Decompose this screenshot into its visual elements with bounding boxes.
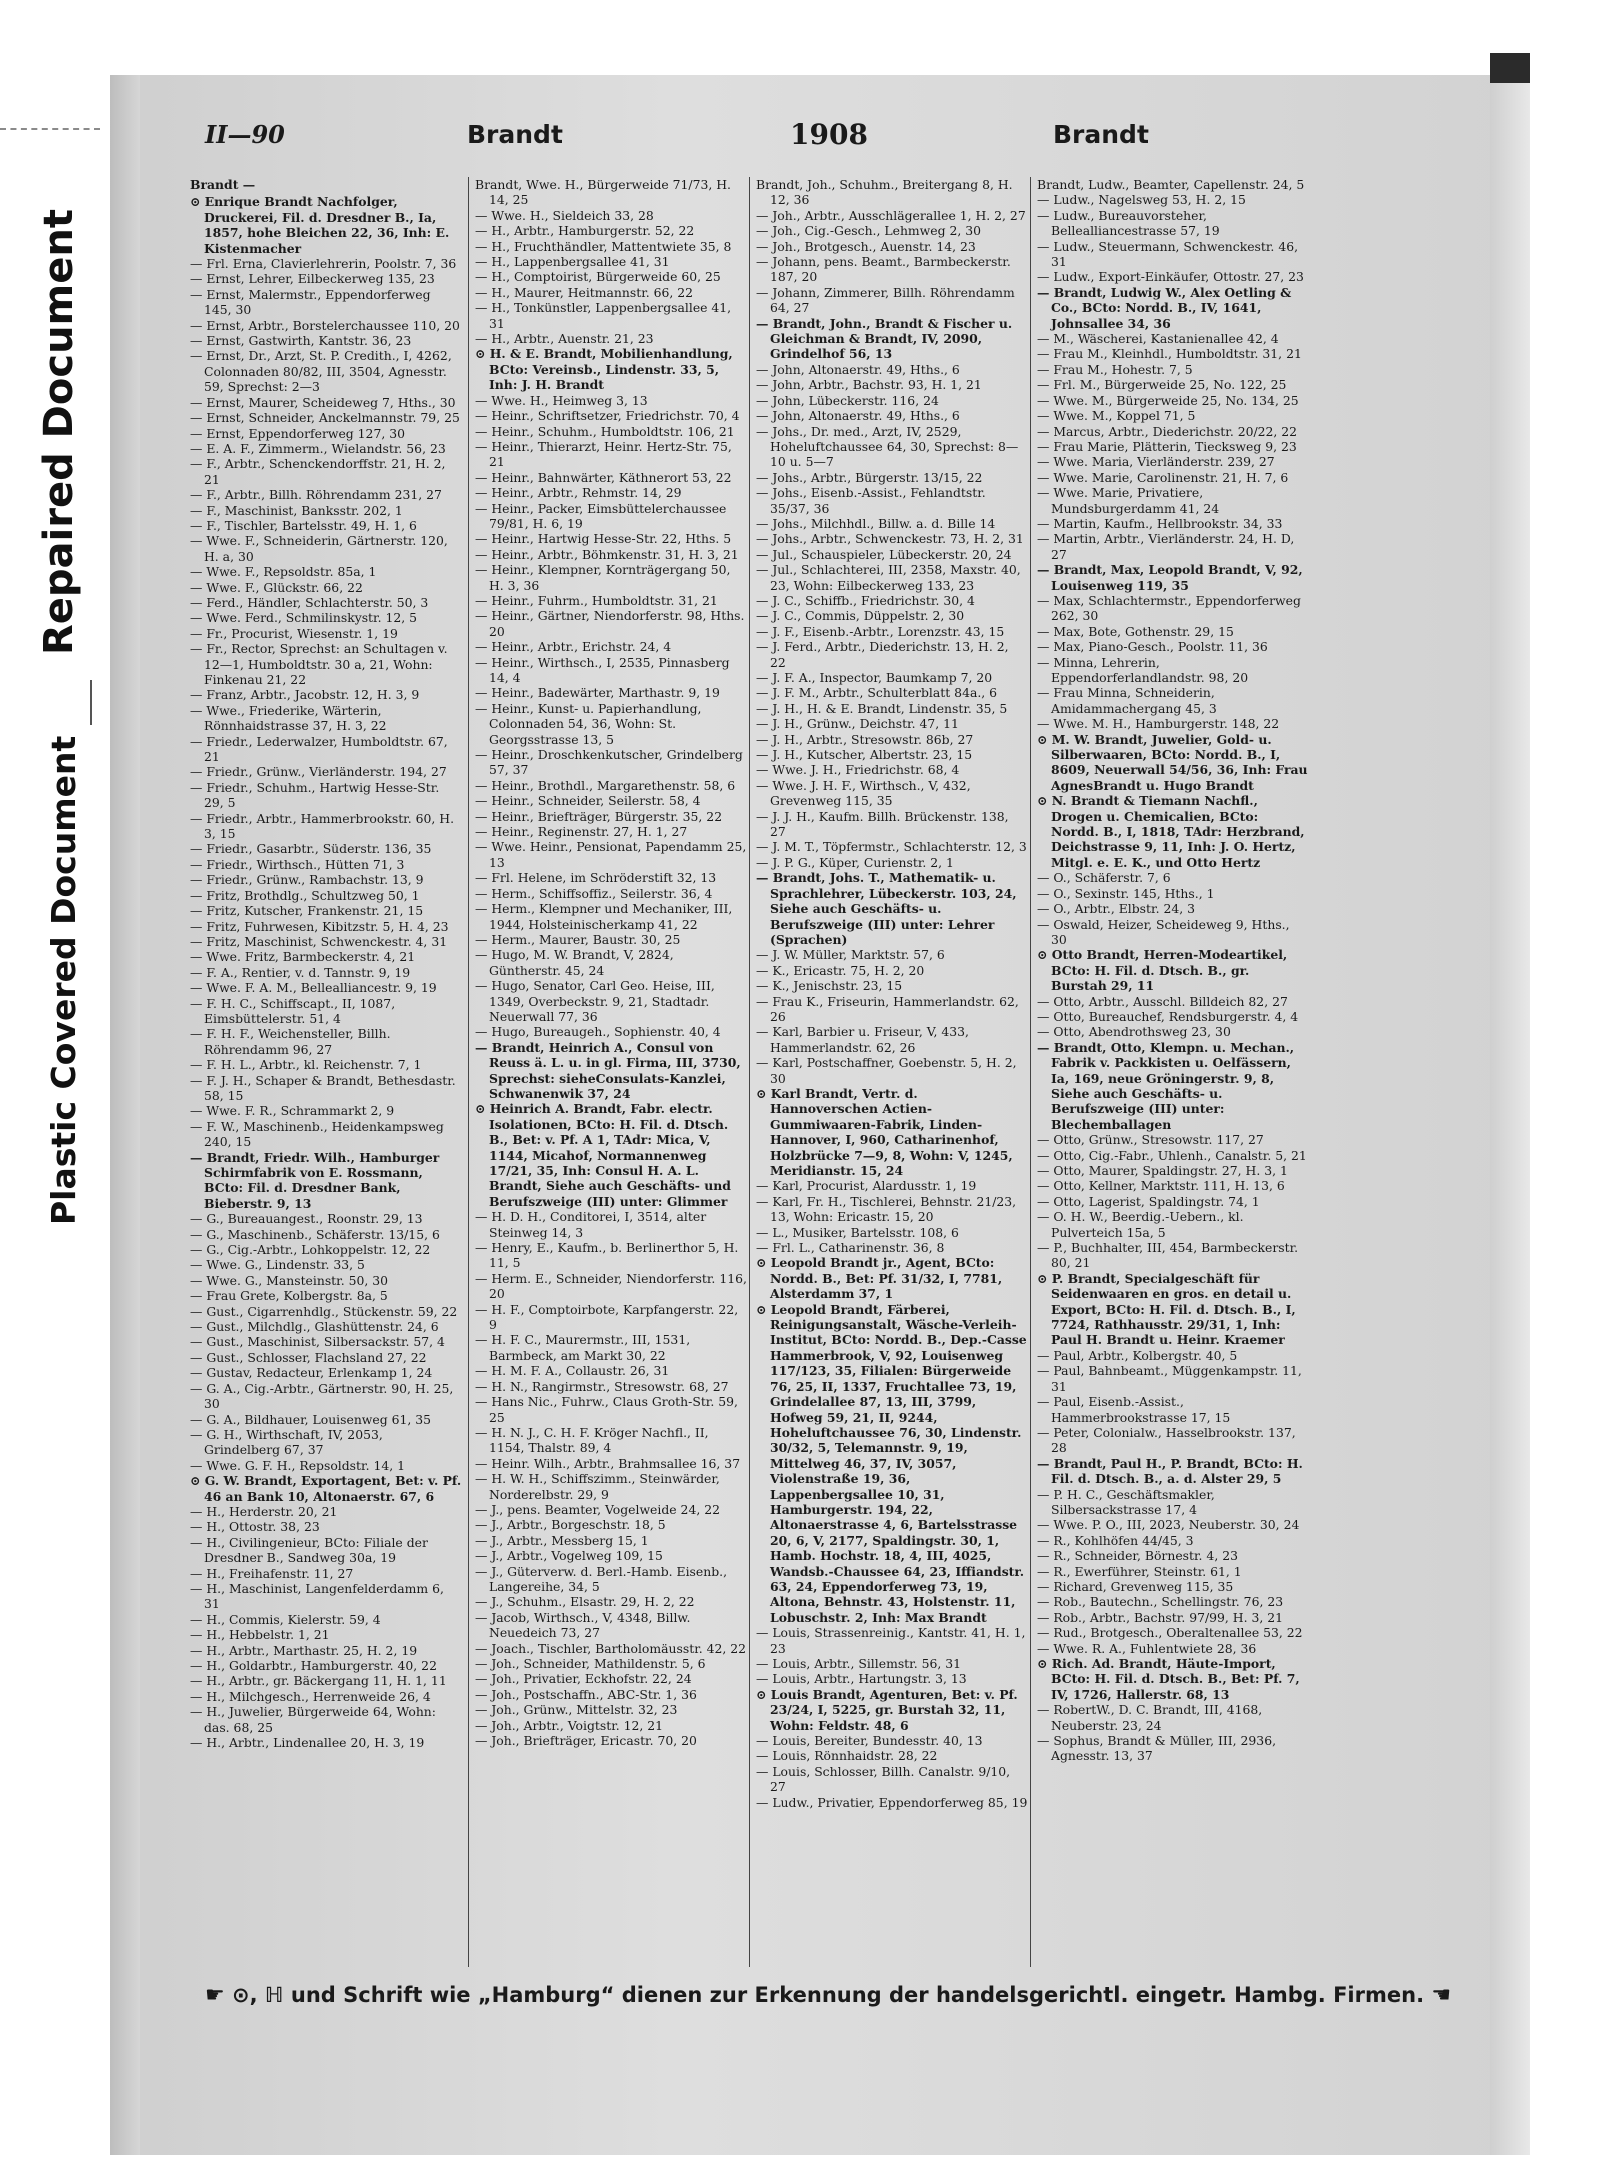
directory-entry: — Joh., Grünw., Mittelstr. 32, 23 xyxy=(475,1702,678,1718)
directory-entry: — Wwe. P. O., III, 2023, Neuberstr. 30, 24 xyxy=(1037,1517,1300,1533)
label-divider xyxy=(90,680,92,725)
directory-entry: — Herm., Schiffsoffiz., Seilerstr. 36, 4 xyxy=(475,885,713,901)
directory-entry: — G. H., Wirthschaft, IV, 2053, Grindelberg 67, 37 xyxy=(190,1426,383,1458)
directory-entry: — F. H. F., Weichensteller, Billh. Röhrendamm 96, 27 xyxy=(190,1026,391,1057)
directory-entry: — Jul., Schlachterei, III, 2358, Maxstr. 40, 23, Wohn: Eilbeckerweg 133, 23 xyxy=(756,562,1021,593)
directory-entry: — E. A. F., Zimmerm., Wielandstr. 56, 23 xyxy=(190,440,446,456)
directory-entry: — H. M. F. A., Collaustr. 26, 31 xyxy=(475,1363,670,1379)
directory-entry: — Louis, Schlosser, Billh. Canalstr. 9/10, 27 xyxy=(756,1763,1011,1795)
directory-entry: ⊙ Louis Brandt, Agenturen, Bet: v. Pf. 23/24, I, 5225, gr. Burstah 32, 11, Wohn: Feldstr. 48, 6 xyxy=(756,1686,1018,1733)
directory-entry: — Joh., Arbtr., Voigtstr. 12, 21 xyxy=(475,1717,664,1733)
directory-entry: — Frau Minna, Schneiderin, Amidammachergang 45, 3 xyxy=(1037,685,1217,716)
directory-entry: ⊙ Leopold Brandt jr., Agent, BCto: Nordd. B., Bet: Pf. 31/32, I, 7781, Alsterdamm 37, 1 xyxy=(756,1255,1003,1302)
directory-entry: — Johs., Dr. med., Arzt, IV, 2529, Hoheluftchaussee 64, 30, Sprechst: 8—10 u. 5—7 xyxy=(756,423,1019,470)
directory-entry: — Wwe. J. H., Friedrichstr. 68, 4 xyxy=(756,762,960,778)
directory-entry: — Marcus, Arbtr., Diederichstr. 20/22, 22 xyxy=(1037,423,1298,439)
directory-entry: — Gust., Milchdlg., Glashüttenstr. 24, 6 xyxy=(190,1319,439,1335)
directory-entry: — Frau Grete, Kolbergstr. 8a, 5 xyxy=(190,1288,388,1304)
directory-entry: — L., Musiker, Bartelsstr. 108, 6 xyxy=(756,1224,959,1240)
directory-entry: — H., Hebbelstr. 1, 21 xyxy=(190,1627,330,1643)
directory-entry: — Johann, pens. Beamt., Barmbeckerstr. 187, 20 xyxy=(756,254,1011,285)
directory-entry: — H., Freihafenstr. 11, 27 xyxy=(190,1565,354,1581)
directory-entry: — Heinr., Thierarzt, Heinr. Hertz-Str. 75, 21 xyxy=(475,438,732,470)
directory-entry: — Frl. Helene, im Schröderstift 32, 13 xyxy=(475,870,717,886)
directory-entry: — H., Maschinist, Langenfelderdamm 6, 31 xyxy=(190,1580,444,1612)
directory-entry: — Heinr., Briefträger, Bürgerstr. 35, 22 xyxy=(475,808,723,824)
directory-entry: — Heinr., Droschkenkutscher, Grindelberg 57, 37 xyxy=(475,747,743,778)
directory-entry: — F., Arbtr., Schenckendorffstr. 21, H. 2, 21 xyxy=(190,456,446,487)
directory-entry: — Herm. E., Schneider, Niendorferstr. 116, 20 xyxy=(475,1270,747,1302)
directory-entry: — G., Cig.-Arbtr., Lohkoppelstr. 12, 22 xyxy=(190,1242,431,1258)
directory-entry: — Wwe. F., Schneiderin, Gärtnerstr. 120, H. a, 30 xyxy=(190,533,448,564)
directory-entry: — J., Arbtr., Vogelweg 109, 15 xyxy=(475,1548,663,1564)
directory-entry: — H., Tonkünstler, Lappenbergsallee 41, 31 xyxy=(475,300,732,331)
directory-entry: — Fritz, Maschinist, Schwenckestr. 4, 31 xyxy=(190,933,448,949)
column-header: Brandt — xyxy=(190,177,256,192)
directory-entry: — Ernst, Dr., Arzt, St. P. Credith., I, 4262, Colonnaden 80/82, III, 3504, Agnesstr. 59, Sprechst: 2—3 xyxy=(190,348,452,395)
directory-entry: — Joach., Tischler, Bartholomäusstr. 42, 22 xyxy=(475,1640,747,1656)
directory-entry: — Heinr., Klempner, Kornträgergang 50, H. 3, 36 xyxy=(475,562,731,593)
directory-entry: — H., Ottostr. 38, 23 xyxy=(190,1519,320,1535)
directory-entry: — J. Ferd., Arbtr., Diederichstr. 13, H. 2, 22 xyxy=(756,639,1009,670)
directory-entry: — J. H., Grünw., Deichstr. 47, 11 xyxy=(756,716,959,732)
directory-entry: — Otto, Bureauchef, Rendsburgerstr. 4, 4 xyxy=(1037,1008,1299,1024)
directory-entry: — J. W. Müller, Marktstr. 57, 6 xyxy=(756,947,945,963)
directory-entry: — Heinr., Brothdl., Margarethenstr. 58, 6 xyxy=(475,777,736,793)
directory-entry: — F., Tischler, Bartelsstr. 49, H. 1, 6 xyxy=(190,517,417,533)
directory-entry: — R., Schneider, Börnestr. 4, 23 xyxy=(1037,1548,1238,1564)
directory-entry: — Joh., Privatier, Eckhofstr. 22, 24 xyxy=(475,1671,692,1687)
running-head-year: 1908 xyxy=(790,118,868,151)
directory-entry: — Otto, Lagerist, Spaldingstr. 74, 1 xyxy=(1037,1193,1260,1209)
plastic-covered-document-label: Plastic Covered Document xyxy=(44,735,83,1225)
directory-column-3 xyxy=(756,177,1028,1967)
directory-entry: — Heinr., Arbtr., Rehmstr. 14, 29 xyxy=(475,485,682,501)
directory-entry: — G. A., Cig.-Arbtr., Gärtnerstr. 90, H. 25, 30 xyxy=(190,1380,454,1412)
directory-entry: — Ernst, Gastwirth, Kantstr. 36, 23 xyxy=(190,333,412,349)
directory-entry: — Heinr. Wilh., Arbtr., Brahmsallee 16, 37 xyxy=(475,1455,741,1471)
directory-entry: — K., Jenischstr. 23, 15 xyxy=(756,978,903,994)
directory-entry: — K., Ericastr. 75, H. 2, 20 xyxy=(756,962,925,978)
directory-entry: — Johs., Arbtr., Bürgerstr. 13/15, 22 xyxy=(756,469,983,485)
directory-entry: — Minna, Lehrerin, Eppendorferlandlandstr. 98, 20 xyxy=(1037,654,1249,685)
directory-entry: — Otto, Maurer, Spaldingstr. 27, H. 3, 1 xyxy=(1037,1163,1288,1178)
page-tab xyxy=(1490,53,1530,83)
directory-entry: — Fritz, Brothdlg., Schultzweg 50, 1 xyxy=(190,887,420,903)
directory-entry: — Louis, Rönnhaidstr. 28, 22 xyxy=(756,1748,938,1764)
directory-entry: — H. D. H., Conditorei, I, 3514, alter Steinweg 14, 3 xyxy=(475,1209,707,1240)
directory-entry: — P., Buchhalter, III, 454, Barmbeckerstr. 80, 21 xyxy=(1037,1240,1299,1271)
directory-entry: — Wwe. F., Repsoldstr. 85a, 1 xyxy=(190,564,377,580)
directory-entry: — Brandt, Heinrich A., Consul von Reuss ä. L. u. in gl. Firma, III, 3730, Sprechst: sieheConsulats-Kanzlei, Schwanenwik 37, 24 xyxy=(475,1039,741,1101)
directory-entry: — Fr., Rector, Sprechst: an Schultagen v. 12—1, Humboldtstr. 30 a, 21, Wohn: Finkenau 21, 22 xyxy=(190,641,448,687)
directory-entry: — P. H. C., Geschäftsmakler, Silbersackstrasse 17, 4 xyxy=(1037,1486,1215,1517)
directory-entry: — Wwe. G. F. H., Repsoldstr. 14, 1 xyxy=(190,1457,405,1473)
directory-entry: — Wwe. F. R., Schrammarkt 2, 9 xyxy=(190,1103,395,1119)
directory-entry: — Max, Piano-Gesch., Poolstr. 11, 36 xyxy=(1037,639,1268,655)
directory-entry: — R., Ewerführer, Steinstr. 61, 1 xyxy=(1037,1563,1242,1579)
directory-entry: — J., Arbtr., Messberg 15, 1 xyxy=(475,1532,649,1548)
directory-entry: — Joh., Briefträger, Ericastr. 70, 20 xyxy=(475,1733,697,1749)
directory-entry: — Johs., Eisenb.-Assist., Fehlandtstr. 35/37, 36 xyxy=(756,485,986,516)
directory-entry: — Heinr., Bahnwärter, Käthnerort 53, 22 xyxy=(475,469,732,485)
directory-columns xyxy=(190,177,1308,1967)
directory-entry: Brandt, Wwe. H., Bürgerweide 71/73, H. 14, 25 xyxy=(475,177,731,208)
directory-entry: — Ernst, Lehrer, Eilbeckerweg 135, 23 xyxy=(190,271,435,287)
directory-entry: — O., Sexinstr. 145, Hths., 1 xyxy=(1037,885,1215,901)
directory-entry: — Louis, Bereiter, Bundesstr. 40, 13 xyxy=(756,1733,983,1749)
directory-entry: — Hans Nic., Fuhrw., Claus Groth-Str. 59, 25 xyxy=(475,1394,738,1425)
directory-entry: — John, Altonaerstr. 49, Hths., 6 xyxy=(756,408,960,424)
directory-entry: — J. M. T., Töpfermstr., Schlachterstr. 12, 3 xyxy=(756,839,1027,855)
directory-entry: — Joh., Brotgesch., Auenstr. 14, 23 xyxy=(756,238,976,254)
directory-entry: — Otto, Kellner, Marktstr. 111, H. 13, 6 xyxy=(1037,1178,1285,1194)
directory-page xyxy=(110,75,1530,2155)
directory-entry: — Frau Marie, Plätterin, Tiecksweg 9, 23 xyxy=(1037,438,1297,454)
directory-entry: — Wwe., Friederike, Wärterin, Rönnhaidstrasse 37, H. 3, 22 xyxy=(190,702,387,734)
directory-entry: ⊙ Leopold Brandt, Färberei, Reinigungsanstalt, Wäsche-Verleih-Institut, BCto: Nordd. B., Dep.-Casse Hammerbrook, V, 92, Louisenweg 117/123, 35, Filialen: Bürgerweide 76, 25, II, 1337, Fruchtallee 73, 19, Grindelallee 87, 13, III, 3799, Hofweg 59, 21, II, 9244, Hoheluftchaussee 76, 30, Lindenstr. 30/32, 5, Telemannstr. 9, 19, Mittelweg 46, 37, IV, 3057, Violenstraße 19, 36, Lappenbergsallee 10, 31, Hamburgerstr. 194, 22, Altonaerstrasse 4, 6, Bartelsstrasse 20, 6, V, 2177, Spaldingstr. 30, 1, Hamb. Hochstr. 18, 4, III, 4025, Wandsb.-Chaussee 64, 23, Iffiandstr. 63, 24, Eppendorferweg 73, 19, Altona, Behnstr. 43, Holstenstr. 11, Lobuschstr. 2, Inh: Max Brandt xyxy=(756,1301,1027,1625)
directory-entry: ⊙ Heinrich A. Brandt, Fabr. electr. Isolationen, BCto: H. Fil. d. Dtsch. B., Bet: v. Pf. A 1, TAdr: Mica, V, 1144, Micahof, Normannenweg 17/21, 35, Inh: Consul H. A. L. Brandt, Siehe auch Geschäfts- und Berufszweige (III) unter: Glimmer xyxy=(475,1101,731,1209)
directory-entry: — Heinr., Arbtr., Erichstr. 24, 4 xyxy=(475,639,672,655)
directory-entry: — H., Milchgesch., Herrenweide 26, 4 xyxy=(190,1688,431,1704)
directory-entry: — Paul, Arbtr., Kolbergstr. 40, 5 xyxy=(1037,1347,1238,1363)
directory-entry: — Frl. L., Catharinenstr. 36, 8 xyxy=(756,1240,945,1256)
directory-entry: — G. A., Bildhauer, Louisenweg 61, 35 xyxy=(190,1411,432,1427)
directory-entry: — Otto, Cig.-Fabr., Uhlenh., Canalstr. 5, 21 xyxy=(1037,1147,1307,1163)
directory-entry: — J. C., Schiffb., Friedrichstr. 30, 4 xyxy=(756,592,975,608)
directory-entry: ⊙ Rich. Ad. Brandt, Häute-Import, BCto: H. Fil. d. Dtsch. B., Bet: Pf. 7, IV, 1726, Hallerstr. 68, 13 xyxy=(1037,1656,1300,1702)
directory-entry: — John, Lübeckerstr. 116, 24 xyxy=(756,392,939,408)
directory-entry: — Wwe. M., Koppel 71, 5 xyxy=(1037,408,1196,424)
directory-entry: — F., Maschinist, Banksstr. 202, 1 xyxy=(190,502,403,518)
directory-entry: — F. W., Maschinenb., Heidenkampsweg 240, 15 xyxy=(190,1118,444,1150)
directory-entry: — H., Arbtr., Marthastr. 25, H. 2, 19 xyxy=(190,1642,418,1658)
directory-entry: — Ernst, Arbtr., Borstelerchaussee 110, 20 xyxy=(190,317,460,333)
directory-column-2 xyxy=(475,177,747,1967)
directory-entry: — Louis, Strassenreinig., Kantstr. 41, H. 1, 23 xyxy=(756,1625,1026,1656)
directory-entry: — Jul., Schauspieler, Lübeckerstr. 20, 24 xyxy=(756,546,1012,562)
directory-entry: — H. F., Comptoirbote, Karpfangerstr. 22, 9 xyxy=(475,1301,739,1333)
directory-entry: — Otto, Grünw., Stresowstr. 117, 27 xyxy=(1037,1132,1264,1148)
directory-entry: — Friedr., Grünw., Vierländerstr. 194, 27 xyxy=(190,764,447,780)
directory-entry: — Heinr., Schuhm., Humboldtstr. 106, 21 xyxy=(475,423,735,439)
directory-entry: — H., Comptoirist, Bürgerweide 60, 25 xyxy=(475,269,721,285)
directory-entry: — Louis, Arbtr., Sillemstr. 56, 31 xyxy=(756,1656,962,1671)
directory-entry: — Louis, Arbtr., Hartungstr. 3, 13 xyxy=(756,1671,967,1687)
directory-entry: — H., Arbtr., Lindenallee 20, H. 3, 19 xyxy=(190,1735,425,1751)
directory-entry: — Rob., Bautechn., Schellingstr. 76, 23 xyxy=(1037,1594,1284,1610)
directory-entry: ⊙ Karl Brandt, Vertr. d. Hannoverschen Actien-Gummiwaaren-Fabrik, Linden-Hannover, I, 960, Catharinenhof, Holzbrücke 7—9, 8, Wohn: V, 1245, Meridianstr. 15, 24 xyxy=(756,1085,1013,1178)
directory-entry: — Brandt, John., Brandt & Fischer u. Gleichman & Brandt, IV, 2090, Grindelhof 56, 13 xyxy=(756,315,1013,362)
directory-entry: — Wwe. H., Sieldeich 33, 28 xyxy=(475,207,654,223)
directory-entry: Brandt, Joh., Schuhm., Breitergang 8, H. 12, 36 xyxy=(756,177,1013,208)
directory-entry: — F. A., Rentier, v. d. Tannstr. 9, 19 xyxy=(190,964,411,980)
directory-entry: — RobertW., D. C. Brandt, III, 4168, Neuberstr. 23, 24 xyxy=(1037,1702,1263,1733)
directory-entry: — Peter, Colonialw., Hasselbrookstr. 137, 28 xyxy=(1037,1424,1296,1456)
directory-entry: — G., Bureauangest., Roonstr. 29, 13 xyxy=(190,1211,423,1227)
directory-entry: — Heinr., Packer, Eimsbüttelerchaussee 79/81, H. 6, 19 xyxy=(475,500,727,531)
directory-entry: — Paul, Bahnbeamt., Müggenkampstr. 11, 31 xyxy=(1037,1363,1302,1394)
directory-entry: — Brandt, Friedr. Wilh., Hamburger Schirmfabrik von E. Rossmann, BCto: Fil. d. Dresdner Bank, Bieberstr. 9, 13 xyxy=(190,1149,440,1211)
directory-entry: — Wwe. F., Glückstr. 66, 22 xyxy=(190,579,363,595)
directory-entry: — H., Civilingenieur, BCto: Filiale der Dresdner B., Sandweg 30a, 19 xyxy=(190,1534,428,1566)
directory-entry: — J. H., Kutscher, Albertstr. 23, 15 xyxy=(756,747,973,763)
directory-entry: Brandt, Ludw., Beamter, Capellenstr. 24, 5 xyxy=(1037,177,1305,192)
directory-entry: — H. F. C., Maurermstr., III, 1531, Barmbeck, am Markt 30, 22 xyxy=(475,1332,691,1363)
directory-entry: — Joh., Cig.-Gesch., Lehmweg 2, 30 xyxy=(756,223,982,239)
directory-entry: — Gust., Maschinist, Silbersackstr. 57, 4 xyxy=(190,1334,445,1350)
page-number: II—90 xyxy=(205,120,285,149)
directory-entry: — H., Arbtr., Auenstr. 21, 23 xyxy=(475,331,654,347)
directory-entry: — G., Maschinenb., Schäferstr. 13/15, 6 xyxy=(190,1226,440,1242)
directory-entry: — Frau K., Friseurin, Hammerlandstr. 62, 26 xyxy=(756,993,1019,1024)
directory-entry: — H., Juwelier, Bürgerweide 64, Wohn: das. 68, 25 xyxy=(190,1704,436,1735)
directory-entry: — R., Kohlhöfen 44/45, 3 xyxy=(1037,1532,1194,1548)
directory-entry: — Brandt, Paul H., P. Brandt, BCto: H. Fil. d. Dtsch. B., a. d. Alster 29, 5 xyxy=(1037,1455,1303,1487)
directory-entry: — Heinr., Gärtner, Niendorferstr. 98, Hths. 20 xyxy=(475,608,745,639)
directory-entry: — Frau M., Kleinhdl., Humboldtstr. 31, 21 xyxy=(1037,346,1302,362)
directory-entry: — F. H. L., Arbtr., kl. Reichenstr. 7, 1 xyxy=(190,1057,422,1073)
directory-entry: — Ludw., Export-Einkäufer, Ottostr. 27, 23 xyxy=(1037,269,1304,285)
page-edge xyxy=(1490,75,1530,2155)
directory-entry: — J. F. A., Inspector, Baumkamp 7, 20 xyxy=(756,670,993,685)
directory-entry: — Brandt, Ludwig W., Alex Oetling & Co., BCto: Nordd. B., IV, 1641, Johnsallee 34, 36 xyxy=(1037,284,1292,331)
directory-entry: — Wwe. H., Heimweg 3, 13 xyxy=(475,392,648,408)
directory-entry: — Ferd., Händler, Schlachterstr. 50, 3 xyxy=(190,594,429,610)
directory-entry: — Ludw., Bureauvorsteher, Bellealliancestrasse 57, 19 xyxy=(1037,207,1220,239)
directory-entry: — Friedr., Grünw., Rambachstr. 13, 9 xyxy=(190,872,424,888)
directory-entry: — M., Wäscherei, Kastanienallee 42, 4 xyxy=(1037,331,1279,347)
directory-entry: — Oswald, Heizer, Scheideweg 9, Hths., 30 xyxy=(1037,916,1290,947)
directory-entry: — Ludw., Nagelsweg 53, H. 2, 15 xyxy=(1037,192,1246,208)
directory-entry: — Heinr., Wirthsch., I, 2535, Pinnasberg 14, 4 xyxy=(475,654,730,685)
directory-entry: — Wwe. Marie, Carolinenstr. 21, H. 7, 6 xyxy=(1037,469,1289,485)
directory-entry: — Brandt, Johs. T., Mathematik- u. Sprachlehrer, Lübeckerstr. 103, 24, Siehe auch Geschäfts- u. Berufszweige (III) unter: Lehrer (Sprachen) xyxy=(756,870,1017,947)
column-rule xyxy=(1030,177,1031,1967)
directory-entry: — F. J. H., Schaper & Brandt, Bethesdastr. 58, 15 xyxy=(190,1072,456,1103)
directory-entry: — Wwe. G., Mansteinstr. 50, 30 xyxy=(190,1272,389,1288)
directory-entry: — J. C., Commis, Düppelstr. 2, 30 xyxy=(756,608,965,624)
directory-entry: — H., Lappenbergsallee 41, 31 xyxy=(475,254,670,270)
directory-entry: — J. H., Arbtr., Stresowstr. 86b, 27 xyxy=(756,731,974,747)
directory-entry: — Martin, Kaufm., Hellbrookstr. 34, 33 xyxy=(1037,515,1283,531)
directory-entry: ⊙ G. W. Brandt, Exportagent, Bet: v. Pf. 46 an Bank 10, Altonaerstr. 67, 6 xyxy=(190,1473,462,1504)
directory-entry: — Martin, Arbtr., Vierländerstr. 24, H. D, 27 xyxy=(1037,531,1295,562)
directory-entry: — John, Altonaerstr. 49, Hths., 6 xyxy=(756,361,960,377)
directory-column-1 xyxy=(190,177,462,1967)
directory-entry: — H., Maurer, Heitmannstr. 66, 22 xyxy=(475,284,694,300)
directory-entry: — Karl, Fr. H., Tischlerei, Behnstr. 21/23, 13, Wohn: Ericastr. 15, 20 xyxy=(756,1193,1017,1225)
directory-entry: — J. J. H., Kaufm. Billh. Brückenstr. 138, 27 xyxy=(756,808,1009,840)
directory-entry: — O., Schäferstr. 7, 6 xyxy=(1037,870,1171,886)
directory-entry: — John, Arbtr., Bachstr. 93, H. 1, 21 xyxy=(756,377,982,393)
directory-column-4 xyxy=(1037,177,1309,1967)
directory-entry: — Wwe. Ferd., Schmilinskystr. 12, 5 xyxy=(190,610,417,626)
directory-entry: — Wwe. Marie, Privatiere, Mundsburgerdamm 41, 24 xyxy=(1037,485,1220,516)
directory-entry: — Fr., Procurist, Wiesenstr. 1, 19 xyxy=(190,625,398,641)
directory-entry: — Gust., Cigarrenhdlg., Stückenstr. 59, 22 xyxy=(190,1303,458,1319)
directory-entry: ⊙ H. & E. Brandt, Mobilienhandlung, BCto: Vereinsb., Lindenstr. 33, 5, Inh: J. H. Brandt xyxy=(475,346,733,393)
directory-entry: — Karl, Procurist, Alardusstr. 1, 19 xyxy=(756,1178,977,1194)
directory-entry: — Otto, Abendrothsweg 23, 30 xyxy=(1037,1024,1231,1040)
directory-entry: — H., Arbtr., Hamburgerstr. 52, 22 xyxy=(475,223,695,239)
directory-entry: — Johann, Zimmerer, Billh. Röhrendamm 64, 27 xyxy=(756,284,1015,316)
directory-entry: — Ernst, Eppendorferweg 127, 30 xyxy=(190,425,405,441)
directory-entry: — J., Güterverw. d. Berl.-Hamb. Eisenb., Langereihe, 34, 5 xyxy=(475,1563,728,1594)
directory-entry: — O. H. W., Beerdig.-Uebern., kl. Pulverteich 15a, 5 xyxy=(1037,1209,1244,1240)
directory-entry: — Heinr., Badewärter, Marthastr. 9, 19 xyxy=(475,685,720,701)
directory-entry: — Gust., Schlosser, Flachsland 27, 22 xyxy=(190,1349,427,1365)
directory-entry: — Heinr., Arbtr., Böhmkenstr. 31, H. 3, 21 xyxy=(475,546,739,562)
directory-entry: — H., Fruchthändler, Mattentwiete 35, 8 xyxy=(475,238,732,254)
directory-entry: — Hugo, Senator, Carl Geo. Heise, III, 1349, Overbeckstr. 9, 21, Stadtadr. Neuerwall 77, 36 xyxy=(475,978,715,1024)
directory-entry: — O., Arbtr., Elbstr. 24, 3 xyxy=(1037,901,1195,917)
pointing-hand-right-icon: ☚ xyxy=(1431,1983,1452,2008)
directory-entry: — Wwe. Heinr., Pensionat, Papendamm 25, 13 xyxy=(475,839,747,870)
directory-entry: — J., Schuhm., Elsastr. 29, H. 2, 22 xyxy=(475,1594,695,1610)
directory-entry: — Fritz, Fuhrwesen, Kibitzstr. 5, H. 4, 23 xyxy=(190,918,449,934)
directory-entry: ⊙ N. Brandt & Tiemann Nachfl., Drogen u. Chemicalien, BCto: Nordd. B., I, 1818, TAdr: Herzbrand, Deichstrasse 9, 11, Inh: J. O. Hertz, Mitgl. e. E. K., und Otto Hertz xyxy=(1037,793,1305,870)
directory-entry: — Franz, Arbtr., Jacobstr. 12, H. 3, 9 xyxy=(190,687,420,703)
directory-entry: — Ludw., Steuermann, Schwenckestr. 46, 31 xyxy=(1037,238,1299,270)
directory-entry: — H., Commis, Kielerstr. 59, 4 xyxy=(190,1611,381,1627)
directory-entry: — Joh., Arbtr., Ausschlägerallee 1, H. 2, 27 xyxy=(756,207,1026,223)
directory-entry: — Hugo, M. W. Brandt, V, 2824, Güntherstr. 45, 24 xyxy=(475,947,674,978)
directory-entry: — Wwe. Maria, Vierländerstr. 239, 27 xyxy=(1037,454,1275,470)
directory-entry: ⊙ P. Brandt, Specialgeschäft für Seidenwaaren en gros. en detail u. Export, BCto: H. Fil. d. Dtsch. B., I, 7724, Rathhausstr. 29/31, 1, Inh: Paul H. Brandt u. Heinr. Kraemer xyxy=(1037,1270,1296,1348)
directory-entry: — Joh., Schneider, Mathildenstr. 5, 6 xyxy=(475,1656,706,1671)
directory-entry: — Herm., Maurer, Baustr. 30, 25 xyxy=(475,931,681,947)
directory-entry: — Jacob, Wirthsch., V, 4348, Billw. Neuedeich 73, 27 xyxy=(475,1609,691,1641)
dashed-cut-line xyxy=(0,128,100,130)
repaired-document-label: Repaired Document xyxy=(36,209,82,655)
running-head-right: Brandt xyxy=(1053,120,1149,149)
directory-entry: — H. N. J., C. H. F. Kröger Nachfl., II, 1154, Thalstr. 89, 4 xyxy=(475,1424,709,1456)
directory-entry: — Johs., Arbtr., Schwenckestr. 73, H. 2, 31 xyxy=(756,531,1024,547)
directory-entry: — Friedr., Arbtr., Hammerbrookstr. 60, H. 3, 15 xyxy=(190,810,455,842)
directory-entry: — Herm., Klempner und Mechaniker, III, 1944, Holsteinischerkamp 41, 22 xyxy=(475,901,733,932)
directory-entry: — Sophus, Brandt & Müller, III, 2936, Agnesstr. 13, 37 xyxy=(1037,1733,1277,1764)
directory-entry: — J., pens. Beamter, Vogelweide 24, 22 xyxy=(475,1501,720,1517)
directory-entry: — J. P. G., Küper, Curienstr. 2, 1 xyxy=(756,854,954,870)
directory-entry: — Heinr., Fuhrm., Humboldtstr. 31, 21 xyxy=(475,592,718,608)
side-labels xyxy=(30,150,120,1230)
directory-entry: — H., Goldarbtr., Hamburgerstr. 40, 22 xyxy=(190,1658,437,1673)
directory-entry: — Frl. M., Bürgerweide 25, No. 122, 25 xyxy=(1037,377,1287,393)
directory-entry: — H., Arbtr., gr. Bäckergang 11, H. 1, 11 xyxy=(190,1673,447,1689)
directory-entry: — Max, Schlachtermstr., Eppendorferweg 262, 30 xyxy=(1037,592,1301,624)
directory-entry: — Wwe. F. A. M., Bellealliancestr. 9, 19 xyxy=(190,980,437,996)
directory-entry: ⊙ M. W. Brandt, Juwelier, Gold- u. Silberwaaren, BCto: Nordd. B., I, 8609, Neuerwall 54/56, 36, Inh: Frau AgnesBrandt u. Hugo Brandt xyxy=(1037,731,1308,793)
directory-entry: — Fritz, Kutscher, Frankenstr. 21, 15 xyxy=(190,903,424,919)
directory-entry: — Heinr., Kunst- u. Papierhandlung, Colonnaden 54, 36, Wohn: St. Georgsstrasse 13, 5 xyxy=(475,700,702,747)
directory-entry: — F., Arbtr., Billh. Röhrendamm 231, 27 xyxy=(190,487,442,503)
directory-entry: — Friedr., Gasarbtr., Süderstr. 136, 35 xyxy=(190,841,432,857)
column-rule xyxy=(468,177,469,1967)
directory-entry: — Karl, Postschaffner, Goebenstr. 5, H. 2, 30 xyxy=(756,1055,1017,1086)
footer-note: ⊙, ℍ und Schrift wie „Hamburg“ dienen zur Erkennung der handelsgerichtl. eingetr. Hambg. Firmen. xyxy=(232,1983,1425,2007)
directory-entry: — Ernst, Schneider, Anckelmannstr. 79, 25 xyxy=(190,410,460,426)
directory-entry: — H. N., Rangirmstr., Stresowstr. 68, 27 xyxy=(475,1378,729,1394)
directory-entry: — Friedr., Schuhm., Hartwig Hesse-Str. 29, 5 xyxy=(190,779,440,811)
directory-entry: — H., Herderstr. 20, 21 xyxy=(190,1503,338,1519)
directory-entry: — J. H., H. & E. Brandt, Lindenstr. 35, 5 xyxy=(756,700,1008,716)
directory-entry: — J., Arbtr., Borgeschstr. 18, 5 xyxy=(475,1517,666,1533)
directory-entry: — Brandt, Otto, Klempn. u. Mechan., Fabrik v. Packkisten u. Oelfässern, Ia, 169, neue Gröningerstr. 9, 8, Siehe auch Geschäfts- u. Berufszweige (III) unter: Blechemballagen xyxy=(1037,1039,1295,1132)
directory-entry: — Gustav, Redacteur, Erlenkamp 1, 24 xyxy=(190,1365,433,1381)
directory-entry: — Brandt, Max, Leopold Brandt, V, 92, Louisenweg 119, 35 xyxy=(1037,562,1303,593)
directory-entry: — Wwe. G., Lindenstr. 33, 5 xyxy=(190,1257,365,1273)
directory-entry: — Wwe. Fritz, Barmbeckerstr. 4, 21 xyxy=(190,949,416,965)
directory-entry: — Johs., Milchhdl., Billw. a. d. Bille 14 xyxy=(756,515,996,531)
directory-entry: — Ernst, Malermstr., Eppendorferweg 145, 30 xyxy=(190,286,431,318)
directory-entry: — Richard, Grevenweg 115, 35 xyxy=(1037,1578,1234,1594)
directory-entry: — F. H. C., Schiffscapt., II, 1087, Eimsbüttelerstr. 51, 4 xyxy=(190,995,396,1026)
directory-entry: — Ludw., Privatier, Eppendorferweg 85, 19 xyxy=(756,1794,1028,1810)
directory-entry: ⊙ Enrique Brandt Nachfolger, Druckerei, Fil. d. Dresdner B., Ia, 1857, hohe Bleichen 22, 36, Inh: E. Kistenmacher xyxy=(190,194,450,256)
directory-entry: — Heinr., Schneider, Seilerstr. 58, 4 xyxy=(475,793,701,809)
directory-entry: — Karl, Barbier u. Friseur, V, 433, Hammerlandstr. 62, 26 xyxy=(756,1024,969,1055)
directory-entry: — Friedr., Lederwalzer, Humboldtstr. 67, 21 xyxy=(190,733,448,765)
directory-entry: — Wwe. J. H. F., Wirthsch., V, 432, Grevenweg 115, 35 xyxy=(756,777,971,809)
directory-entry: ⊙ Otto Brandt, Herren-Modeartikel, BCto: H. Fil. d. Dtsch. B., gr. Burstah 29, 11 xyxy=(1037,947,1288,994)
directory-entry: — J. F., Eisenb.-Arbtr., Lorenzstr. 43, 15 xyxy=(756,623,1005,639)
directory-entry: — Ernst, Maurer, Scheideweg 7, Hths., 30 xyxy=(190,394,456,410)
directory-entry: — Friedr., Wirthsch., Hütten 71, 3 xyxy=(190,856,405,872)
pointing-hand-left-icon: ☛ xyxy=(205,1983,225,2008)
directory-entry: — Frl. Erna, Clavierlehrerin, Poolstr. 7, 36 xyxy=(190,256,457,272)
directory-entry: — Heinr., Reginenstr. 27, H. 1, 27 xyxy=(475,824,688,840)
directory-entry: — Frau M., Hohestr. 7, 5 xyxy=(1037,361,1193,377)
directory-entry: — Heinr., Schriftsetzer, Friedrichstr. 70, 4 xyxy=(475,408,740,424)
directory-entry: — Hugo, Bureaugeh., Sophienstr. 40, 4 xyxy=(475,1024,721,1040)
page-footer xyxy=(205,1983,1452,2027)
directory-entry: — Rud., Brotgesch., Oberaltenallee 53, 22 xyxy=(1037,1625,1303,1641)
directory-entry: — Wwe. M. H., Hamburgerstr. 148, 22 xyxy=(1037,716,1280,732)
column-rule xyxy=(749,177,750,1967)
running-head-left: Brandt xyxy=(467,120,563,149)
directory-entry: — Otto, Arbtr., Ausschl. Billdeich 82, 27 xyxy=(1037,993,1288,1009)
directory-entry: — Paul, Eisenb.-Assist., Hammerbrookstrasse 17, 15 xyxy=(1037,1394,1231,1425)
directory-entry: — J. F. M., Arbtr., Schulterblatt 84a., 6 xyxy=(756,685,998,701)
page-binding xyxy=(110,75,140,2155)
directory-entry: — Max, Bote, Gothenstr. 29, 15 xyxy=(1037,623,1234,639)
directory-entry: — Henry, E., Kaufm., b. Berlinerthor 5, H. 11, 5 xyxy=(475,1240,739,1271)
directory-entry: — Wwe. R. A., Fuhlentwiete 28, 36 xyxy=(1037,1640,1257,1656)
directory-entry: — Joh., Postschaffn., ABC-Str. 1, 36 xyxy=(475,1686,697,1702)
directory-entry: — H. W. H., Schiffszimm., Steinwärder, Norderelbstr. 29, 9 xyxy=(475,1471,720,1502)
directory-entry: — Heinr., Hartwig Hesse-Str. 22, Hths. 5 xyxy=(475,531,732,547)
directory-entry: — Rob., Arbtr., Bachstr. 97/99, H. 3, 21 xyxy=(1037,1609,1284,1625)
directory-entry: — Wwe. M., Bürgerweide 25, No. 134, 25 xyxy=(1037,392,1299,408)
running-head xyxy=(205,120,1285,160)
